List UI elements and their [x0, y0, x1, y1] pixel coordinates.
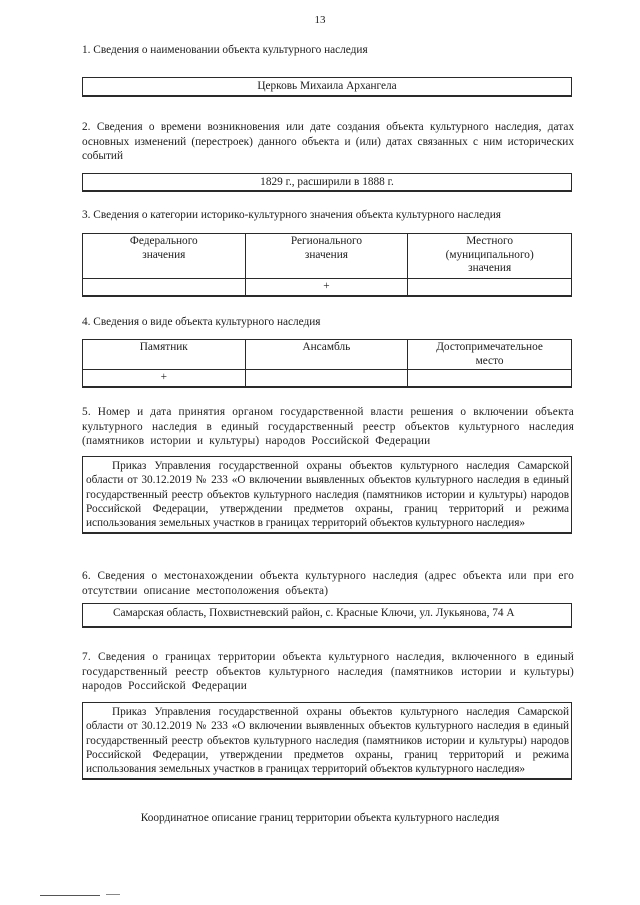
section-7-value-box: [82, 702, 572, 780]
category-federal: Федерального значения: [83, 234, 246, 279]
section-2-heading: 2. Сведения о времени возникновения или дате создания объекта культурного наследия, датах основных изменений (перестроек) данного объекта и (или) датах связанных с ним исторических событий: [82, 121, 574, 162]
footnote-separator: [40, 895, 100, 896]
section-5-heading: 5. Номер и дата принятия органом государственной власти решения о включении объекта культурного наследия в единый государственный реестр объектов культурного наследия (памятников истории и культуры) народов Российской Федерации: [82, 406, 574, 447]
type-header-row: [83, 340, 572, 370]
type-landmark-mark: [408, 370, 572, 387]
type-table: [82, 339, 572, 388]
type-mark-row: [83, 370, 572, 387]
type-ensemble-mark: [245, 370, 408, 387]
registry-decision-text: Приказ Управления государственной охраны объектов культурного наследия Самарской области от 30.12.2019 № 233 «О включении выявленных объектов культурного наследия в единый государственный реестр объектов культурного наследия (памятников истории и культуры) народов Российской Федерации, утверждении предметов охраны, границ территорий и режима использования земельных участков в границах территорий объектов культурного наследия»: [86, 460, 569, 530]
section-6-value-box: [82, 603, 572, 628]
section-4-heading: 4. Сведения о виде объекта культурного наследия: [82, 316, 321, 328]
object-address: Самарская область, Похвистневский район, с. Красные Ключи, ул. Лукьянова, 74 А: [113, 607, 515, 619]
coordinates-title: Координатное описание границ территории объекта культурного наследия: [140, 812, 500, 824]
type-landmark: Достопримечательное место: [408, 340, 572, 370]
category-header-row: [83, 234, 572, 279]
section-3-heading: 3. Сведения о категории историко-культурного значения объекта культурного наследия: [82, 209, 501, 221]
type-monument: Памятник: [83, 340, 246, 370]
type-ensemble: Ансамбль: [245, 340, 408, 370]
category-local: Местного (муниципального) значения: [408, 234, 572, 279]
category-regional-mark: +: [245, 279, 408, 296]
section-1-value-box: [82, 77, 572, 97]
category-table: [82, 233, 572, 297]
type-monument-mark: +: [83, 370, 246, 387]
object-name: Церковь Михаила Архангела: [257, 80, 397, 92]
territory-decision-text: Приказ Управления государственной охраны объектов культурного наследия Самарской области от 30.12.2019 № 233 «О включении выявленных объектов культурного наследия в единый государственный реестр объектов культурного наследия (памятников истории и культуры) народов Российской Федерации, утверждении предметов охраны, границ территорий и режима использования земельных участков в границах территорий объектов культурного наследия»: [86, 706, 569, 776]
creation-date: 1829 г., расширили в 1888 г.: [260, 176, 394, 188]
section-2-value-box: [82, 173, 572, 192]
section-7-heading: 7. Сведения о границах территории объекта культурного наследия, включенного в единый государственный реестр объектов культурного наследия (памятников истории и культуры) народов Российской Федерации: [82, 651, 574, 692]
category-mark-row: [83, 279, 572, 296]
section-1-heading: 1. Сведения о наименовании объекта культурного наследия: [82, 44, 368, 56]
category-federal-mark: [83, 279, 246, 296]
footnote-dash: [106, 894, 120, 895]
section-6-heading: 6. Сведения о местонахождении объекта культурного наследия (адрес объекта или при его отсутствии описание местоположения объекта): [82, 570, 574, 597]
section-5-value-box: [82, 456, 572, 534]
page-number: 13: [314, 14, 326, 26]
category-regional: Регионального значения: [245, 234, 408, 279]
category-local-mark: [408, 279, 572, 296]
